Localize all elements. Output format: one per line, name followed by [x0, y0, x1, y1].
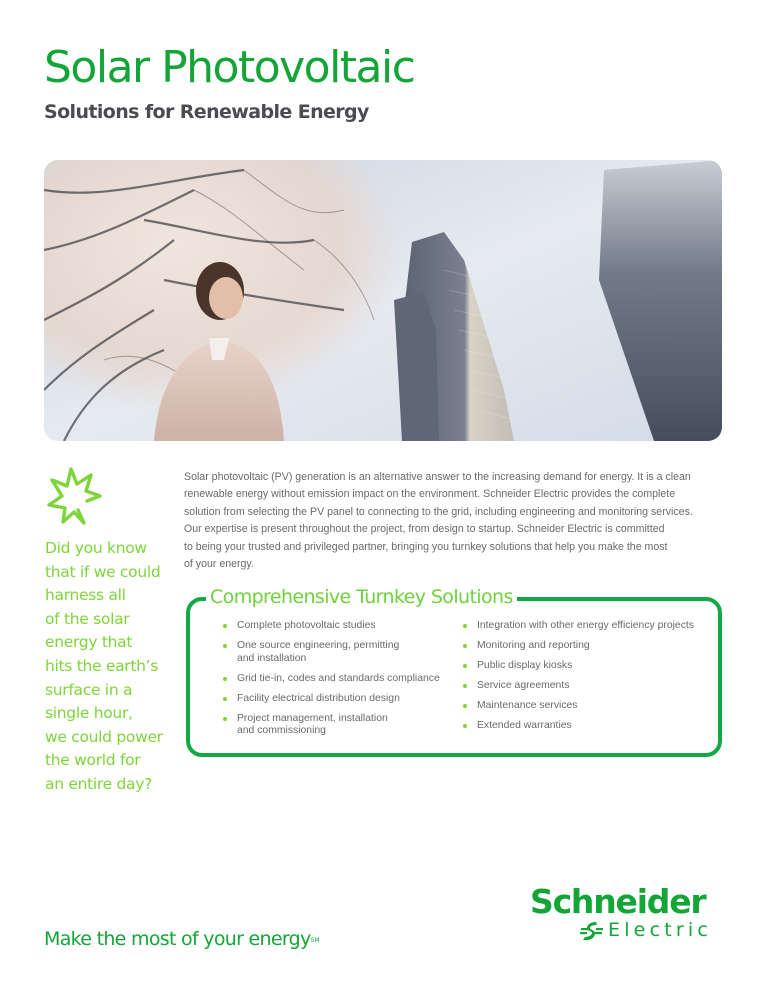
did-you-know-callout: [45, 537, 175, 797]
intro-line: solution from selecting the PV panel to connecting to the grid, including engineering and monitoring services.: [184, 505, 693, 518]
list-item-text: Facility electrical distribution design: [237, 692, 400, 704]
callout-line: Did you know: [45, 539, 147, 557]
list-item: [221, 693, 461, 706]
list-item: Monitoring and reporting: [461, 640, 721, 653]
list-item-text: Complete photovoltaic studies: [237, 620, 376, 631]
callout-line: hits the earth’s: [45, 656, 159, 675]
hero-photo-illustration: [44, 160, 722, 441]
intro-line: Solar photovoltaic (PV) generation is an alternative answer to the increasing demand for energy. It is a clean: [184, 471, 691, 483]
intro-line: Our expertise is present throughout the project, from design to startup. Schneider Electric is committed: [184, 523, 665, 536]
page-title: Solar Photovoltaic: [44, 42, 415, 93]
list-item: [221, 640, 461, 665]
tagline: [44, 926, 320, 952]
intro-line: of your energy.: [184, 558, 254, 571]
list-item: Maintenance services: [461, 700, 721, 713]
life-is-on-icon: [580, 920, 604, 942]
solutions-list-right: [461, 620, 721, 733]
list-item: Public display kiosks: [461, 660, 721, 673]
page-subtitle: Solutions for Renewable Energy: [44, 101, 369, 123]
callout-line: of the solar: [45, 609, 130, 628]
list-item: [221, 673, 461, 686]
hero-photo: [44, 160, 722, 441]
starburst-icon: [44, 466, 104, 526]
list-item: Service agreements: [461, 680, 721, 693]
intro-paragraph: [184, 469, 744, 573]
list-item: [221, 620, 461, 633]
logo-wordmark-top: Schneider: [530, 882, 706, 921]
callout-line: the world for: [45, 751, 141, 770]
list-item-text: One source engineering, permitting: [237, 640, 400, 651]
schneider-electric-logo: [530, 882, 730, 948]
intro-line: renewable energy without emission impact on the environment. Schneider Electric provides the complete: [184, 488, 676, 501]
list-item: Extended warranties: [461, 720, 721, 733]
service-mark: SM: [310, 937, 320, 944]
tagline-text: Make the most of your energy: [44, 928, 311, 950]
callout-line: that if we could: [45, 562, 161, 581]
solutions-title: Comprehensive Turnkey Solutions: [206, 584, 517, 610]
callout-line: single hour,: [45, 704, 133, 723]
solutions-list-left: [221, 620, 461, 738]
intro-line: to being your trusted and privileged partner, bringing you turnkey solutions that help you make the most: [184, 540, 668, 553]
callout-line: harness all: [45, 586, 126, 605]
callout-line: we could power: [45, 727, 163, 746]
list-item-text: and installation: [237, 652, 307, 664]
logo-wordmark-bottom: Electric: [608, 919, 713, 941]
list-item-text: Grid tie-in, codes and standards compliance: [237, 672, 440, 684]
list-item-text: Project management, installation: [237, 712, 388, 724]
callout-line: surface in a: [45, 680, 133, 699]
list-item-text: and commissioning: [237, 725, 326, 736]
list-item: Integration with other energy efficiency projects: [461, 620, 721, 633]
callout-line: an entire day?: [45, 774, 153, 793]
callout-line: energy that: [45, 633, 133, 652]
list-item: [221, 713, 461, 738]
